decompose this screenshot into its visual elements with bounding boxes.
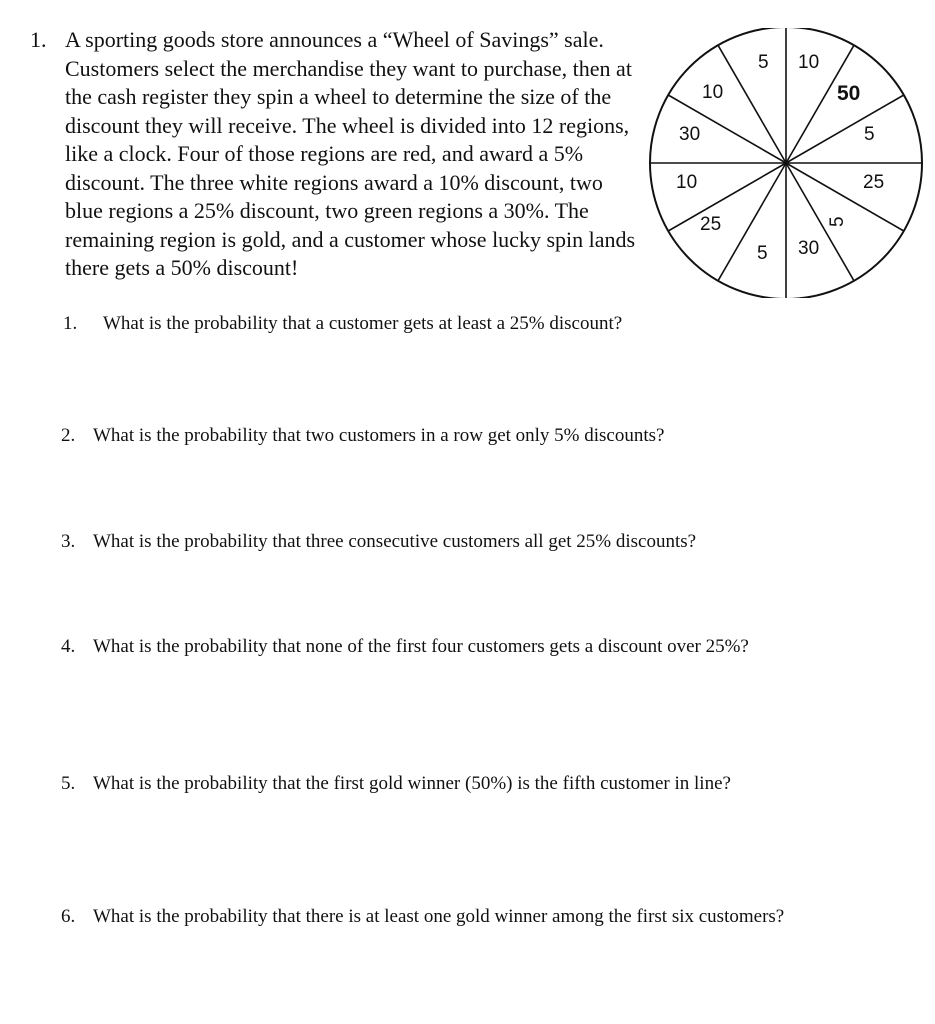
- question-number: 4.: [61, 636, 76, 657]
- question-text: What is the probability that none of the first four customers gets a discount over 25%?: [93, 636, 749, 657]
- wheel-label-5-right: 5: [864, 124, 875, 145]
- wheel-spoke: [718, 163, 786, 281]
- wheel-label-5-lower-right: 5: [827, 216, 848, 227]
- wheel-label-25-right: 25: [863, 172, 885, 193]
- wheel-label-10-left: 10: [676, 172, 698, 193]
- question-text: What is the probability that three consecutive customers all get 25% discounts?: [93, 531, 697, 552]
- wheel-label-10-upper-left: 10: [702, 82, 724, 103]
- wheel-spoke: [786, 95, 904, 163]
- question-text: What is the probability that the first gold winner (50%) is the fifth customer in line?: [93, 773, 731, 794]
- discount-wheel: [648, 28, 924, 298]
- wheel-label-25-left: 25: [700, 214, 722, 235]
- question-text: What is the probability that two customers in a row get only 5% discounts?: [93, 425, 665, 446]
- wheel-label-50: 50: [837, 82, 861, 105]
- question-number: 3.: [61, 531, 76, 552]
- wheel-label-30-left: 30: [679, 124, 701, 145]
- question-number: 1.: [63, 313, 78, 334]
- problem-number: 1.: [30, 27, 47, 52]
- problem-intro: A sporting goods store announces a “Wheel of Savings” sale. Customers select the merchandise they want to purchase, then at the cash register they spin a wheel to determine the size of the discount they will receive. The wheel is divided into 12 regions, like a clock. Four of those regions are red, and award a 5% discount. The three white regions award a 10% discount, two blue regions a 25% discount, two green regions a 30%. The remaining region is gold, and a customer whose lucky spin lands there gets a 50% discount!: [65, 27, 636, 280]
- wheel-label-30-bottom: 30: [798, 238, 820, 259]
- question-number: 2.: [61, 425, 76, 446]
- question-text: What is the probability that there is at least one gold winner among the first six customers?: [93, 906, 785, 927]
- wheel-label-5-top: 5: [758, 52, 769, 73]
- wheel-spoke: [718, 45, 786, 163]
- question-number: 5.: [61, 773, 76, 794]
- question-text: What is the probability that a customer gets at least a 25% discount?: [103, 313, 623, 334]
- wheel-label-5-bottom: 5: [757, 243, 768, 264]
- wheel-label-10-top: 10: [798, 52, 820, 73]
- question-number: 6.: [61, 906, 76, 927]
